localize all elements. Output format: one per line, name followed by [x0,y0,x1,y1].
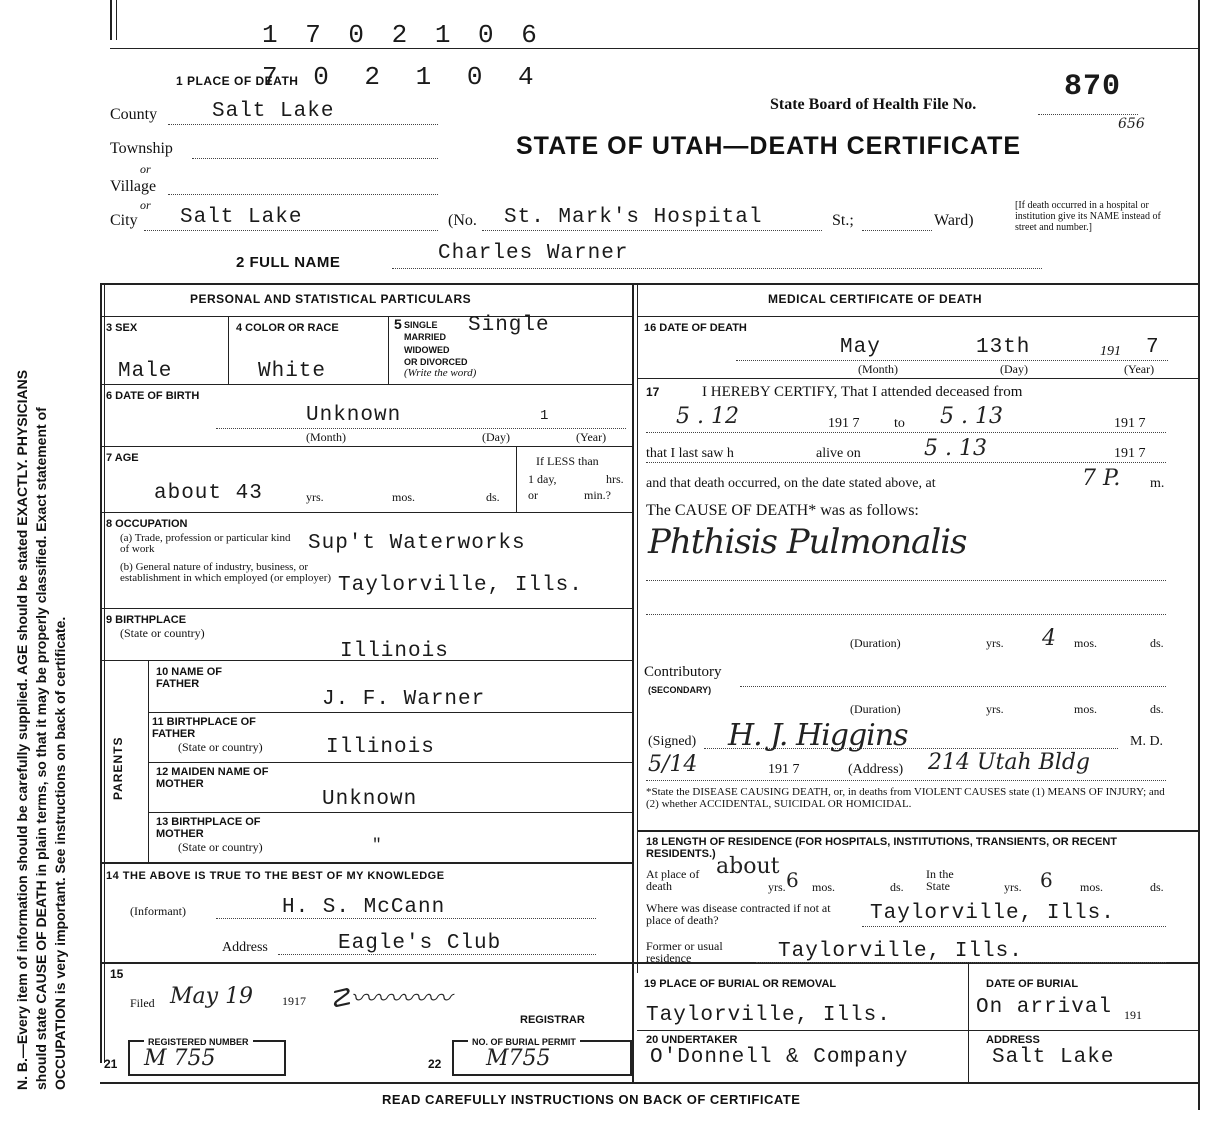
undertaker-address-label: ADDRESS [986,1034,1040,1046]
medical-section-title: MEDICAL CERTIFICATE OF DEATH [768,292,982,306]
res-place-mos-value: 6 [786,868,799,892]
signed-value: H. J. Higgins [728,718,908,753]
death-year-prefix: 191 [1100,344,1121,359]
signed-year: 191 7 [768,762,800,777]
certify-text: I HEREBY CERTIFY, That I attended deceased from [702,384,1023,400]
file-number-label: State Board of Health File No. [770,96,977,113]
item-22: 22 [428,1057,442,1071]
duration-2-label: (Duration) [850,702,901,716]
full-name-value: Charles Warner [438,242,629,265]
last-saw-year: 191 7 [1114,446,1146,461]
marital-option-divorced: OR DIVORCED [404,357,468,367]
age-ds-label: ds. [486,490,500,504]
item-15: 15 [110,967,124,981]
stamp-number: 7 0 2 1 0 4 [262,62,544,92]
duration-mos-value: 4 [1042,626,1056,651]
village-label: Village [110,178,157,195]
duration-ds-label: ds. [1150,636,1164,650]
death-year-label: (Year) [1124,362,1155,376]
in-state-label: In the State [926,867,954,893]
mother-birthplace-label: 13 BIRTHPLACE OF MOTHER [156,816,261,840]
death-day-label: (Day) [1000,362,1028,376]
sex-value: Male [118,360,173,383]
res-state-yrs-value: 6 [1040,868,1053,892]
state-cause-note: *State the DISEASE CAUSING DEATH, or, in deaths from VIOLENT CAUSES state (1) MEANS OF INJURY; and (2) whether ACCIDENTAL, SUICIDAL OR HOMICIDAL. [646,786,1165,810]
res-state-mos-label: mos. [1080,880,1104,894]
full-name-label: 2 FULL NAME [236,254,341,271]
informant-value: H. S. McCann [282,896,446,919]
sex-label: 3 SEX [106,322,138,334]
knowledge-label: 14 THE ABOVE IS TRUE TO THE BEST OF MY KNOWLEDGE [106,870,445,882]
one-day-label: 1 day, [528,472,557,486]
burial-place-value: Taylorville, Ills. [646,1004,891,1027]
registrar-label: REGISTRAR [520,1014,585,1026]
doctor-address-value: 214 Utah Bldg [928,750,1091,775]
occupation-b-label: (b) General nature of industry, business, or establishment in which employed (or employer) [120,561,332,584]
side-note-line-2: should state CAUSE OF DEATH in plain terms, so that it may be properly classified. Exact statement of [33,407,49,1090]
disease-contracted-value: Taylorville, Ills. [870,902,1115,925]
side-note-line-1: N. B.—Every item of information should be carefully supplied. AGE should be stated EXACTLY. PHYSICIANS [14,369,30,1090]
secondary-label: (SECONDARY) [648,685,712,695]
former-residence-value: Taylorville, Ills. [778,940,1023,963]
death-occurred-label: and that death occurred, on the date stated above, at [646,476,936,491]
personal-section-title: PERSONAL AND STATISTICAL PARTICULARS [190,292,472,306]
mother-birthplace-sub: (State or country) [178,840,263,854]
place-of-death-label: 1 PLACE OF DEATH [176,74,299,88]
res-place-prefix: about [716,854,780,879]
time-value: 7 P. [1082,466,1121,491]
attended-to-year: 191 7 [1114,416,1146,431]
mother-name-label: 12 MAIDEN NAME OF MOTHER [156,766,269,790]
race-value: White [258,360,327,383]
mother-name-value: Unknown [322,788,418,811]
city-value: Salt Lake [180,206,303,229]
certificate-number-top: 1 7 0 2 1 0 6 [262,20,543,50]
father-name-label: 10 NAME OF FATHER [156,666,223,690]
death-day: 13th [976,336,1031,359]
at-place-label: At place of death [646,867,700,893]
doctor-address-label: (Address) [848,762,904,777]
less-than-label: If LESS than [536,454,599,468]
reg-number-label: REGISTERED NUMBER [144,1036,253,1048]
birthplace-value: Illinois [340,640,449,663]
undertaker-label: 20 UNDERTAKER [646,1034,738,1046]
county-label: County [110,106,158,123]
item-17: 17 [646,385,660,399]
occupation-a-label: (a) Trade, profession or particular kind of work [120,532,291,555]
cause-label: The CAUSE OF DEATH* was as follows: [646,502,919,519]
duration-label: (Duration) [850,636,901,650]
duration-2-yrs-label: yrs. [986,702,1004,716]
father-birthplace-value: Illinois [326,736,435,759]
occupation-b-value: Taylorville, Ills. [338,574,583,597]
age-value: about 43 [154,482,263,505]
marital-num: 5 [394,316,402,332]
undertaker-address-value: Salt Lake [992,1046,1115,1069]
father-name-value: J. F. Warner [322,688,486,711]
certificate-title: STATE OF UTAH—DEATH CERTIFICATE [516,132,1022,160]
age-label: 7 AGE [106,452,139,464]
duration-2-mos-label: mos. [1074,702,1098,716]
hrs-label: hrs. [606,472,624,486]
burial-permit-value: M755 [486,1046,551,1071]
county-value: Salt Lake [212,100,335,123]
signed-label: (Signed) [648,734,697,749]
last-saw-value: 5 . 13 [924,436,987,461]
time-m: m. [1150,476,1165,491]
md-label: M. D. [1130,734,1164,749]
attended-to: 5 . 13 [940,404,1003,429]
death-month-label: (Month) [858,362,898,376]
occupation-label: 8 OCCUPATION [106,518,188,530]
duration-yrs-label: yrs. [986,636,1004,650]
item-21: 21 [104,1057,118,1071]
burial-permit-label: NO. OF BURIAL PERMIT [468,1036,580,1048]
father-birthplace-sub: (State or country) [178,740,263,754]
attended-from: 5 . 12 [676,404,739,429]
res-state-yrs-label: yrs. [1004,880,1022,894]
occupation-a-value: Sup't Waterworks [308,532,526,555]
father-birthplace-label: 11 BIRTHPLACE OF FATHER [152,716,256,740]
last-saw-label: that I last saw h [646,446,734,461]
or-label-1: or [140,162,151,176]
duration-2-ds-label: ds. [1150,702,1164,716]
marital-option-single: SINGLE [404,320,438,330]
alive-on-label: alive on [816,446,861,461]
footer-instructions: READ CAREFULLY INSTRUCTIONS ON BACK OF CERTIFICATE [382,1092,801,1107]
signed-date: 5/14 [648,752,698,777]
township-label: Township [110,140,173,157]
informant-label: (Informant) [130,904,186,918]
residence-label: 18 LENGTH OF RESIDENCE (FOR HOSPITALS, INSTITUTIONS, TRANSIENTS, OR RECENT RESIDENTS.) [646,836,1117,860]
death-year-digit: 7 [1146,336,1160,359]
birthplace-label: 9 BIRTHPLACE [106,614,187,626]
st-label: St.; [832,212,854,229]
file-number-side: 656 [1118,116,1145,132]
undertaker-value: O'Donnell & Company [650,1046,909,1069]
dob-day-label: (Day) [482,430,510,444]
burial-year: 191 [1124,1008,1142,1022]
ward-label: Ward) [934,212,974,229]
city-label: City [110,212,138,229]
contributory-label: Contributory [644,664,722,680]
no-label: (No. [448,212,477,229]
address-value: St. Mark's Hospital [504,206,763,229]
marital-note: (Write the word) [404,367,477,379]
age-yrs-label: yrs. [306,490,324,504]
mother-birthplace-value: " [372,836,383,854]
death-month: May [840,336,881,359]
to-label: to [894,416,905,431]
or-min-label: or [528,488,538,502]
dob-month: Unknown [306,404,402,427]
filed-label: Filed [130,996,155,1010]
parents-label: PARENTS [111,736,125,800]
file-number: 870 [1064,70,1122,104]
burial-date-label: DATE OF BURIAL [986,978,1079,990]
reg-number-value: M 755 [144,1046,216,1071]
attended-from-year: 191 7 [828,416,860,431]
res-place-ds-label: ds. [890,880,904,894]
side-note-line-3: OCCUPATION is very important. See instructions on back of certificate. [52,616,68,1090]
marital-option-married: MARRIED [404,332,446,342]
registrar-signature: ☡〰〰〰〰 [328,984,451,1014]
res-place-mos-label: mos. [812,880,836,894]
marital-option-widowed: WIDOWED [404,345,450,355]
cause-value: Phthisis Pulmonalis [648,522,967,562]
race-label: 4 COLOR OR RACE [236,322,339,334]
birthplace-sub: (State or country) [120,626,205,640]
disease-contracted-label: Where was disease contracted if not at place of death? [646,901,831,927]
former-residence-label: Former or usual residence [646,939,723,965]
burial-place-label: 19 PLACE OF BURIAL OR REMOVAL [644,978,837,990]
filed-value: May 19 [170,984,254,1009]
marital-value: Single [468,314,550,337]
duration-mos-label: mos. [1074,636,1098,650]
age-mos-label: mos. [392,490,416,504]
min-label: min.? [584,488,611,502]
dob-label: 6 DATE OF BIRTH [106,390,200,402]
res-state-ds-label: ds. [1150,880,1164,894]
dob-year-label: (Year) [576,430,607,444]
informant-address-value: Eagle's Club [338,932,502,955]
dob-day: 1 [540,408,550,424]
hospital-note: [If death occurred in a hospital or institution give its NAME instead of street and number.] [1015,200,1161,233]
res-place-yrs-label: yrs. [768,880,786,894]
date-of-death-label: 16 DATE OF DEATH [644,322,747,334]
burial-date-value: On arrival [976,996,1113,1019]
or-label-2: or [140,198,151,212]
dob-month-label: (Month) [306,430,346,444]
filed-year: 1917 [282,994,306,1008]
informant-address-label: Address [222,940,268,955]
